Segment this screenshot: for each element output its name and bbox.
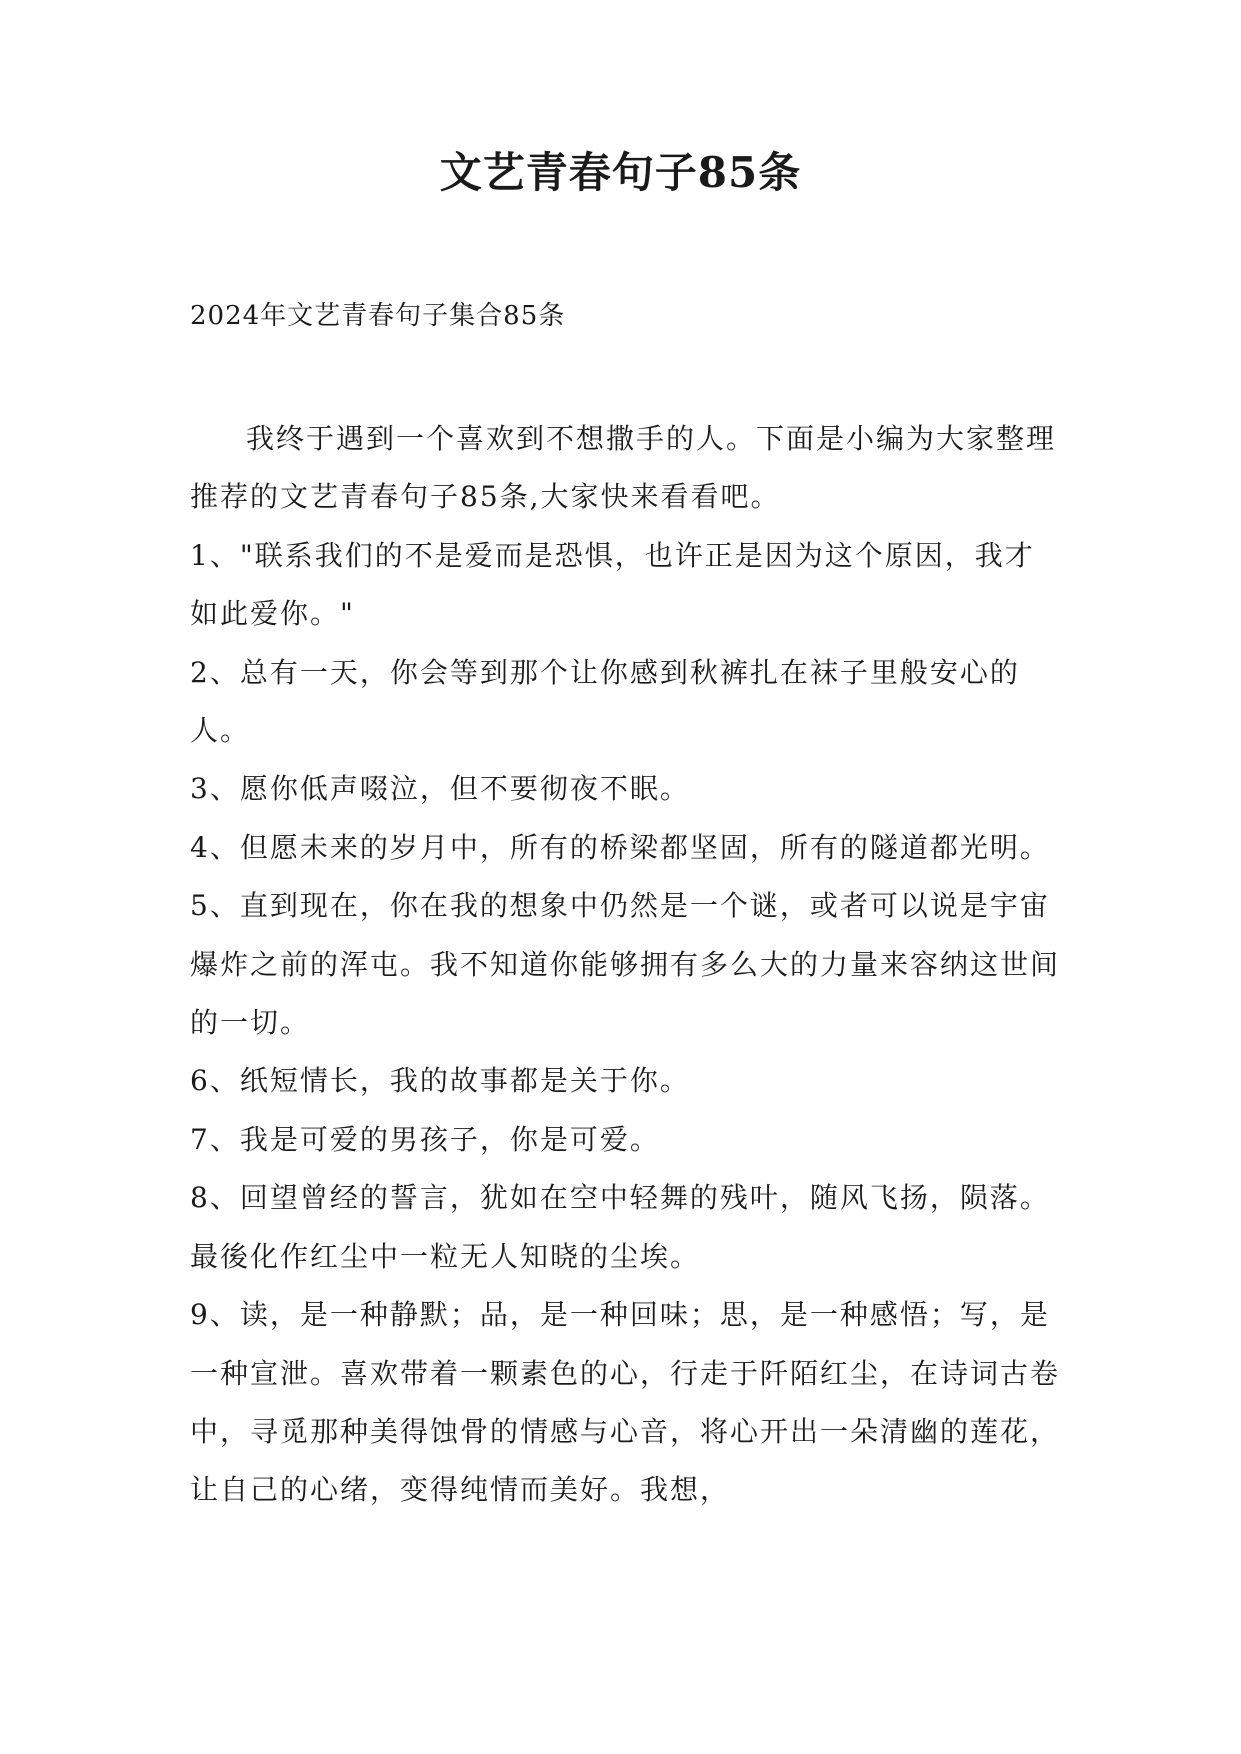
document-subtitle: 2024年文艺青春句子集合85条: [190, 301, 566, 331]
document-body: [190, 410, 1060, 1520]
list-item: 2、总有一天，你会等到那个让你感到秋裤扎在袜子里般安心的人。: [190, 655, 1020, 748]
intro-paragraph: 我终于遇到一个喜欢到不想撒手的人。下面是小编为大家整理推荐的文艺青春句子85条,大家快来看看吧。: [190, 422, 1057, 514]
list-item: 5、直到现在，你在我的想象中仍然是一个谜，或者可以说是宇宙爆炸之前的浑屯。我不知道你能够拥有多么大的力量来容纳这世间的一切。: [190, 889, 1061, 1040]
list-item: 3、愿你低声啜泣，但不要彻夜不眠。: [190, 772, 690, 806]
list-item: 8、回望曾经的誓言，犹如在空中轻舞的残叶，随风飞扬，陨落。最後化作红尘中一粒无人知晓的尘埃。: [190, 1181, 1050, 1273]
list-item: 1、"联系我们的不是爱而是恐惧，也许正是因为这个原因，我才如此爱你。": [190, 538, 1035, 631]
list-item: 4、但愿未来的岁月中，所有的桥梁都坚固，所有的隧道都光明。: [190, 830, 1050, 864]
list-item: 6、纸短情长，我的故事都是关于你。: [190, 1064, 690, 1098]
list-item: 9、读，是一种静默；品，是一种回味；思，是一种感悟；写，是一种宣泄。喜欢带着一颗素色的心，行走于阡陌红尘，在诗词古卷中，寻觅那种美得蚀骨的情感与心音，将心开出一朵清幽的莲花，让自己的心绪，变得纯情而美好。我想，: [190, 1298, 1061, 1507]
document-title: 文艺青春句子85条: [439, 148, 802, 197]
list-item: 7、我是可爱的男孩子，你是可爱。: [190, 1122, 660, 1156]
